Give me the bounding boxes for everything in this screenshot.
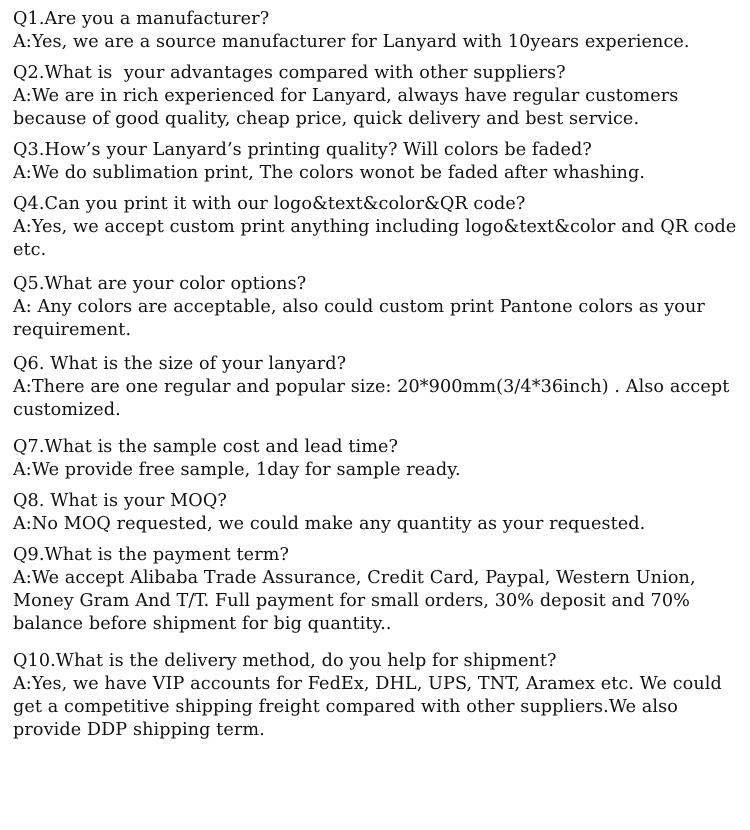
- faq-question: Q10.What is the delivery method, do you help for shipment?: [13, 651, 557, 671]
- faq-answer: A:We provide free sample, 1day for sample ready.: [13, 460, 461, 480]
- faq-item-q7: [13, 436, 743, 482]
- faq-item-q10: [13, 650, 743, 742]
- faq-item-q4: [13, 193, 743, 262]
- faq-question: Q7.What is the sample cost and lead time?: [13, 437, 399, 457]
- faq-item-q9: [13, 544, 743, 636]
- faq-question: Q1.Are you a manufacturer?: [13, 9, 270, 29]
- faq-question: Q6. What is the size of your lanyard?: [13, 354, 347, 374]
- faq-item-q8: [13, 490, 743, 536]
- faq-item-q5: [13, 273, 743, 342]
- faq-question: Q3.How’s your Lanyard’s printing quality? Will colors be faded?: [13, 140, 592, 160]
- faq-question: Q4.Can you print it with our logo&text&color&QR code?: [13, 194, 526, 214]
- faq-question: Q9.What is the payment term?: [13, 545, 290, 565]
- faq-answer: A:We do sublimation print, The colors wonot be faded after whashing.: [13, 163, 646, 183]
- faq-answer: A:No MOQ requested, we could make any quantity as your requested.: [13, 514, 646, 534]
- faq-item-q6: [13, 353, 743, 422]
- faq-answer: A:Yes, we are a source manufacturer for Lanyard with 10years experience.: [13, 32, 690, 52]
- faq-answer: A:We accept Alibaba Trade Assurance, Credit Card, Paypal, Western Union, Money Gram And T/T. Full payment for small orders, 30% deposit and 70% balance before shipment for big quantity..: [13, 568, 702, 634]
- faq-answer: A:Yes, we accept custom print anything including logo&text&color and QR code etc.: [13, 217, 743, 260]
- faq-item-q1: [13, 8, 743, 54]
- faq-question: Q2.What is your advantages compared with other suppliers?: [13, 63, 566, 83]
- faq-list: [13, 8, 743, 751]
- faq-answer: A:There are one regular and popular size: 20*900mm(3/4*36inch) . Also accept customized.: [13, 377, 736, 420]
- faq-item-q2: [13, 62, 743, 131]
- faq-answer: A:We are in rich experienced for Lanyard, always have regular customers because of good quality, cheap price, quick delivery and best service.: [13, 86, 685, 129]
- faq-answer: A: Any colors are acceptable, also could custom print Pantone colors as your requirement.: [13, 297, 711, 340]
- faq-question: Q8. What is your MOQ?: [13, 491, 227, 511]
- faq-question: Q5.What are your color options?: [13, 274, 307, 294]
- faq-item-q3: [13, 139, 743, 185]
- faq-answer: A:Yes, we have VIP accounts for FedEx, DHL, UPS, TNT, Aramex etc. We could get a competitive shipping freight compared with other suppliers.We also provide DDP shipping term.: [13, 674, 728, 740]
